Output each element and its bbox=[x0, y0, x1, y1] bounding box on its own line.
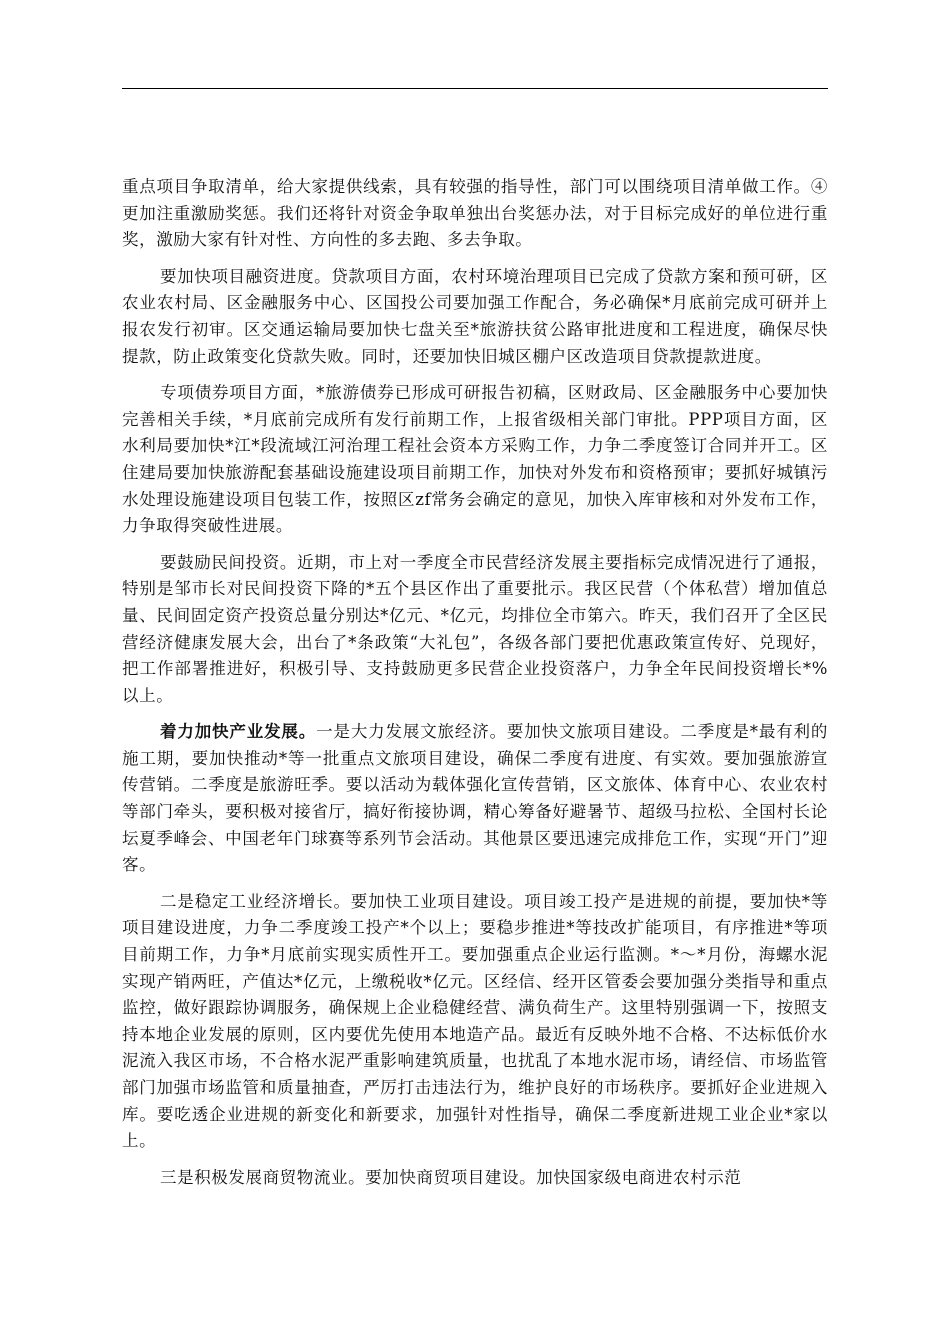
paragraph-text: 一是大力发展文旅经济。要加快文旅项目建设。二季度是*最有利的施工期，要加快推动*等一批重点文旅项目建设，确保二季度有进度、有实效。要加强旅游宣传营销。二季度是旅游旺季。要以活动为载体强化宣传营销，区文旅体、体育中心、农业农村等部门牵头，要积极对接省厅，搞好衔接协调，精心筹备好避暑节、超级马拉松、全国村长论坛夏季峰会、中国老年门球赛等系列节会活动。其他景区要迅速完成排危工作，实现“开门”迎客。 bbox=[122, 722, 829, 875]
paragraph-text: 专项债券项目方面，*旅游债券已形成可研报告初稿，区财政局、区金融服务中心要加快完善相关手续，*月底前完成所有发行前期工作，上报省级相关部门审批。PPP项目方面，区水利局要加快*江*段流域江河治理工程社会资本方采购工作，力争二季度签订合同并开工。区住建局要加快旅游配套基础设施建设项目前期工作，加快对外发布和资格预审；要抓好城镇污水处理设施建设项目包装工作，按照区zf常务会确定的意见，加快入库审核和对外发布工作，力争取得突破性进展。 bbox=[122, 383, 828, 536]
document-body bbox=[122, 174, 828, 1201]
paragraph-commerce-logistics bbox=[122, 1165, 828, 1192]
paragraph-text: 要鼓励民间投资。近期，市上对一季度全市民营经济发展主要指标完成情况进行了通报，特别是邹市长对民间投资下降的*五个县区作出了重要批示。我区民营（个体私营）增加值总量、民间固定资产投资总量分别达*亿元、*亿元，均排位全市第六。昨天，我们召开了全区民营经济健康发展大会，出台了*条政策“大礼包”，各级各部门要把优惠政策宣传好、兑现好，把工作部署推进好，积极引导、支持鼓励更多民营企业投资落户，力争全年民间投资增长*%以上。 bbox=[122, 552, 828, 705]
paragraph-project-list bbox=[122, 174, 828, 254]
paragraph-text: 二是稳定工业经济增长。要加快工业项目建设。项目竣工投产是进规的前提，要加快*等项目建设进度，力争二季度竣工投产*个以上；要稳步推进*等技改扩能项目，有序推进*等项目前期工作，力争*月底前实现实质性开工。要加强重点企业运行监测。*～*月份，海螺水泥实现产销两旺，产值达*亿元，上缴税收*亿元。区经信、经开区管委会要加强分类指导和重点监控，做好跟踪协调服务，确保规上企业稳健经营、满负荷生产。这里特别强调一下，按照支持本地企业发展的原则，区内要优先使用本地造产品。最近有反映外地不合格、不达标低价水泥流入我区市场，不合格水泥严重影响建筑质量，也扰乱了本地水泥市场，请经信、市场监管部门加强市场监管和质量抽查，严厉打击违法行为，维护良好的市场秩序。要抓好企业进规入库。要吃透企业进规的新变化和新要求，加强针对性指导，确保二季度新进规工业企业*家以上。 bbox=[122, 891, 828, 1151]
paragraph-lead-heading: 着力加快产业发展。 bbox=[160, 722, 317, 742]
paragraph-text: 三是积极发展商贸物流业。要加快商贸项目建设。加快国家级电商进农村示范 bbox=[160, 1167, 742, 1187]
paragraph-text: 重点项目争取清单，给大家提供线索，具有较强的指导性，部门可以围绕项目清单做工作。④更加注重激励奖惩。我们还将针对资金争取单独出台奖惩办法，对于目标完成好的单位进行重奖，激励大家有针对性、方向性的多去跑、多去争取。 bbox=[122, 177, 828, 250]
paragraph-financing-progress bbox=[122, 264, 828, 370]
paragraph-text: 要加快项目融资进度。贷款项目方面，农村环境治理项目已完成了贷款方案和预可研，区农业农村局、区金融服务中心、区国投公司要加强工作配合，务必确保*月底前完成可研并上报农发行初审。区交通运输局要加快七盘关至*旅游扶贫公路审批进度和工程进度，确保尽快提款，防止政策变化贷款失败。同时，还要加快旧城区棚户区改造项目贷款提款进度。 bbox=[122, 266, 828, 366]
paragraph-private-investment bbox=[122, 550, 828, 710]
header-rule bbox=[122, 88, 828, 89]
paragraph-special-bonds bbox=[122, 380, 828, 540]
paragraph-industrial-growth bbox=[122, 889, 828, 1155]
paragraph-industry-development bbox=[122, 719, 828, 879]
